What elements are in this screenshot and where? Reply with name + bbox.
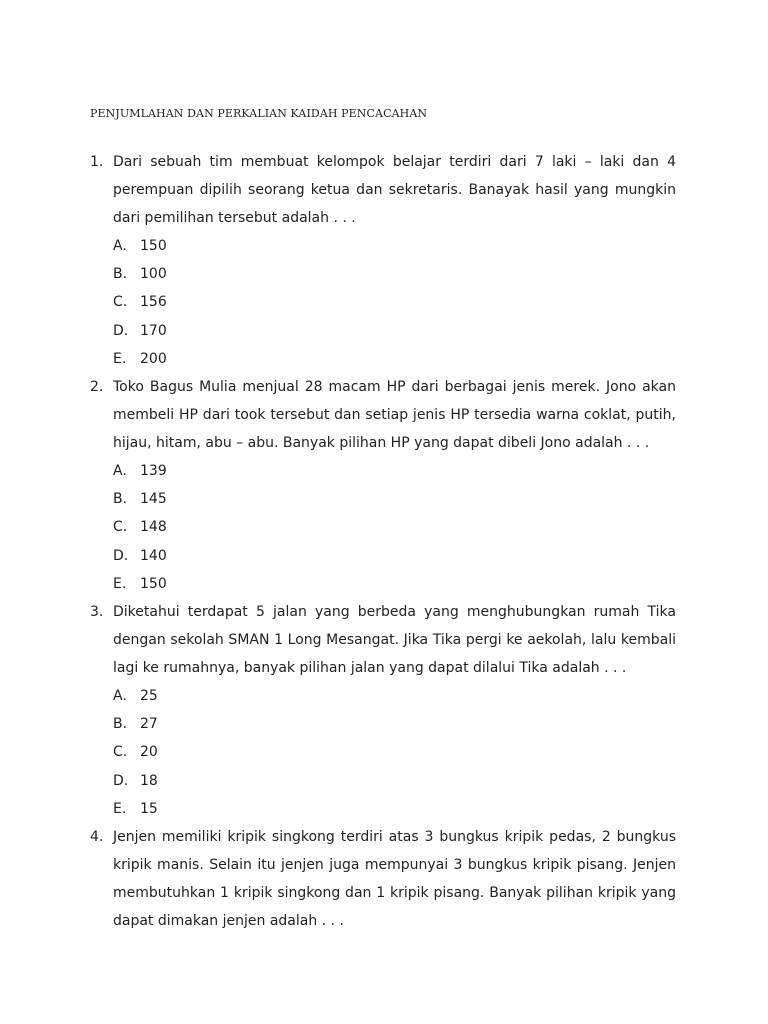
option-a xyxy=(113,682,676,710)
option-letter: B. xyxy=(113,266,128,283)
option-letter: A. xyxy=(113,238,127,254)
option-value: 150 xyxy=(140,575,167,592)
question-number: 4. xyxy=(90,829,104,845)
option-letter: C. xyxy=(113,294,128,311)
option-letter: E. xyxy=(113,575,127,592)
question-text: Dari sebuah tim membuat kelompok belajar terdiri dari 7 laki – laki dan 4 perempuan dipilih seorang ketua dan sekretaris. Banayak hasil yang mungkin dari pemilihan tersebut adalah . . . xyxy=(113,154,676,226)
question-text: Jenjen memiliki kripik singkong terdiri atas 3 bungkus kripik pedas, 2 bungkus kripik manis. Selain itu jenjen juga mempunyai 3 bungkus kripik pisang. Jenjen membutuhkan 1 kripik singkong dan 1 kripik pisang. Banyak pilihan kripik yang dapat dimakan jenjen adalah . . . xyxy=(113,829,676,929)
option-value: 15 xyxy=(140,800,158,817)
option-a xyxy=(113,232,676,260)
option-d xyxy=(113,542,676,570)
document-title: PENJUMLAHAN DAN PERKALIAN KAIDAH PENCACAHAN xyxy=(90,107,428,120)
option-d xyxy=(113,767,676,795)
option-c xyxy=(113,288,676,316)
option-letter: D. xyxy=(113,547,129,564)
option-value: 25 xyxy=(140,688,158,704)
option-value: 139 xyxy=(140,463,167,479)
option-letter: B. xyxy=(113,716,128,733)
question-number: 3. xyxy=(90,604,104,620)
question-3 xyxy=(90,598,676,823)
option-value: 18 xyxy=(140,772,158,789)
option-letter: E. xyxy=(113,350,127,367)
option-b xyxy=(113,485,676,513)
option-e xyxy=(113,345,676,373)
option-value: 27 xyxy=(140,716,158,733)
option-letter: D. xyxy=(113,322,129,339)
option-value: 140 xyxy=(140,547,167,564)
option-value: 150 xyxy=(140,238,167,254)
option-d xyxy=(113,317,676,345)
option-value: 170 xyxy=(140,322,167,339)
question-number: 2. xyxy=(90,379,104,395)
option-letter: E. xyxy=(113,800,127,817)
option-c xyxy=(113,513,676,541)
answer-options xyxy=(90,682,676,823)
question-text: Diketahui terdapat 5 jalan yang berbeda yang menghubungkan rumah Tika dengan sekolah SMAN 1 Long Mesangat. Jika Tika pergi ke aekolah, lalu kembali lagi ke rumahnya, banyak pilihan jalan yang dapat dilalui Tika adalah . . . xyxy=(113,604,676,676)
option-letter: C. xyxy=(113,519,128,536)
option-value: 200 xyxy=(140,350,167,367)
option-letter: C. xyxy=(113,744,128,761)
answer-options xyxy=(90,457,676,598)
option-value: 156 xyxy=(140,294,167,311)
option-letter: D. xyxy=(113,772,129,789)
option-e xyxy=(113,570,676,598)
question-2 xyxy=(90,373,676,598)
option-value: 145 xyxy=(140,491,167,508)
option-value: 100 xyxy=(140,266,167,283)
option-letter: A. xyxy=(113,688,127,704)
option-e xyxy=(113,795,676,823)
answer-options xyxy=(90,232,676,373)
option-value: 148 xyxy=(140,519,167,536)
option-letter: A. xyxy=(113,463,127,479)
question-1 xyxy=(90,148,676,373)
option-a xyxy=(113,457,676,485)
question-number: 1. xyxy=(90,154,104,170)
option-c xyxy=(113,738,676,766)
question-4 xyxy=(90,823,676,935)
option-b xyxy=(113,260,676,288)
option-b xyxy=(113,710,676,738)
option-value: 20 xyxy=(140,744,158,761)
question-text: Toko Bagus Mulia menjual 28 macam HP dari berbagai jenis merek. Jono akan membeli HP dari took tersebut dan setiap jenis HP tersedia warna coklat, putih, hijau, hitam, abu – abu. Banyak pilihan HP yang dapat dibeli Jono adalah . . . xyxy=(113,379,676,451)
option-letter: B. xyxy=(113,491,128,508)
